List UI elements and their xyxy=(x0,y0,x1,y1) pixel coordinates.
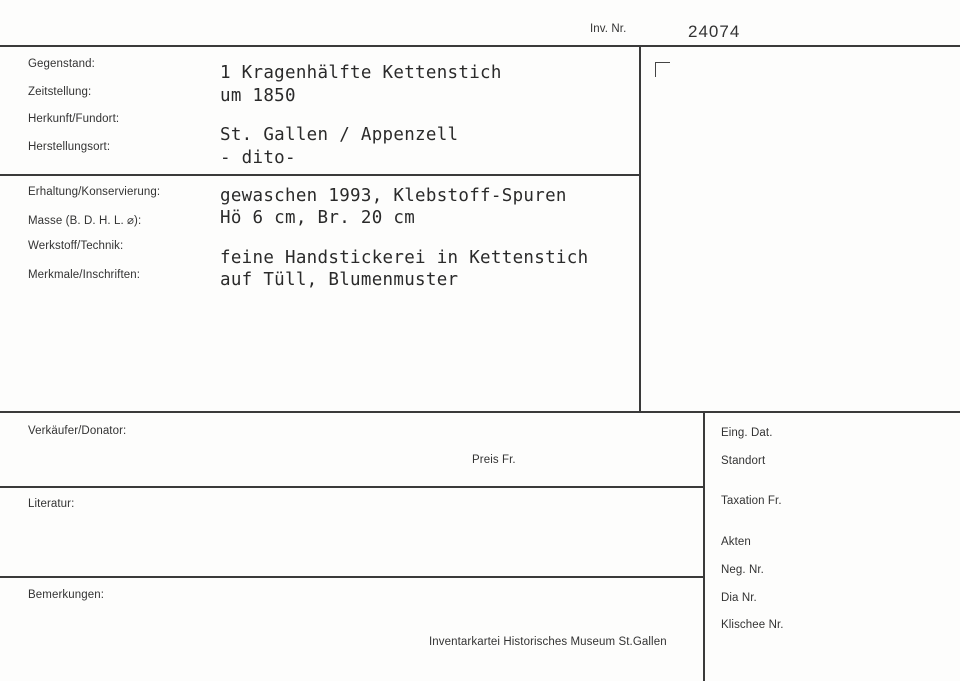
divider-photo-box xyxy=(639,45,641,412)
label-eing-dat: Eing. Dat. xyxy=(721,427,773,439)
label-literatur: Literatur: xyxy=(28,498,75,510)
label-akten: Akten xyxy=(721,536,751,548)
label-klischee-nr: Klischee Nr. xyxy=(721,619,784,631)
label-herkunft: Herkunft/Fundort: xyxy=(28,113,120,125)
value-werkstoff: feine Handstickerei in Kettenstich xyxy=(220,248,589,268)
label-dia-nr: Dia Nr. xyxy=(721,592,757,604)
value-erhaltung: gewaschen 1993, Klebstoff-Spuren xyxy=(220,186,567,206)
label-standort: Standort xyxy=(721,455,766,467)
label-merkmale: Merkmale/Inschriften: xyxy=(28,269,141,281)
footer-institution: Inventarkartei Historisches Museum St.Gallen xyxy=(429,636,667,648)
divider-admin-column xyxy=(703,411,705,681)
value-herstellungsort: - dito- xyxy=(220,148,296,168)
label-erhaltung: Erhaltung/Konservierung: xyxy=(28,186,161,198)
divider-top xyxy=(0,45,960,47)
label-bemerkungen: Bemerkungen: xyxy=(28,589,104,601)
label-taxation: Taxation Fr. xyxy=(721,495,782,507)
value-zeitstellung: um 1850 xyxy=(220,86,296,106)
label-zeitstellung: Zeitstellung: xyxy=(28,86,92,98)
label-verkaeufer: Verkäufer/Donator: xyxy=(28,425,127,437)
photo-corner-mark xyxy=(655,62,670,77)
label-herstellungsort: Herstellungsort: xyxy=(28,141,111,153)
inv-nr-value: 24074 xyxy=(688,22,741,41)
inv-nr-label: Inv. Nr. xyxy=(590,23,627,35)
divider-bemerkungen xyxy=(0,576,704,578)
divider-lower-section xyxy=(0,411,960,413)
value-gegenstand: 1 Kragenhälfte Kettenstich xyxy=(220,63,502,83)
value-merkmale: auf Tüll, Blumenmuster xyxy=(220,270,459,290)
label-preis: Preis Fr. xyxy=(472,454,516,466)
divider-literatur xyxy=(0,486,704,488)
divider-object-section xyxy=(0,174,640,176)
label-neg-nr: Neg. Nr. xyxy=(721,564,764,576)
value-masse: Hö 6 cm, Br. 20 cm xyxy=(220,208,416,228)
label-masse: Masse (B. D. H. L. ⌀): xyxy=(28,215,142,227)
value-herkunft: St. Gallen / Appenzell xyxy=(220,125,459,145)
label-gegenstand: Gegenstand: xyxy=(28,58,95,70)
label-werkstoff: Werkstoff/Technik: xyxy=(28,240,124,252)
